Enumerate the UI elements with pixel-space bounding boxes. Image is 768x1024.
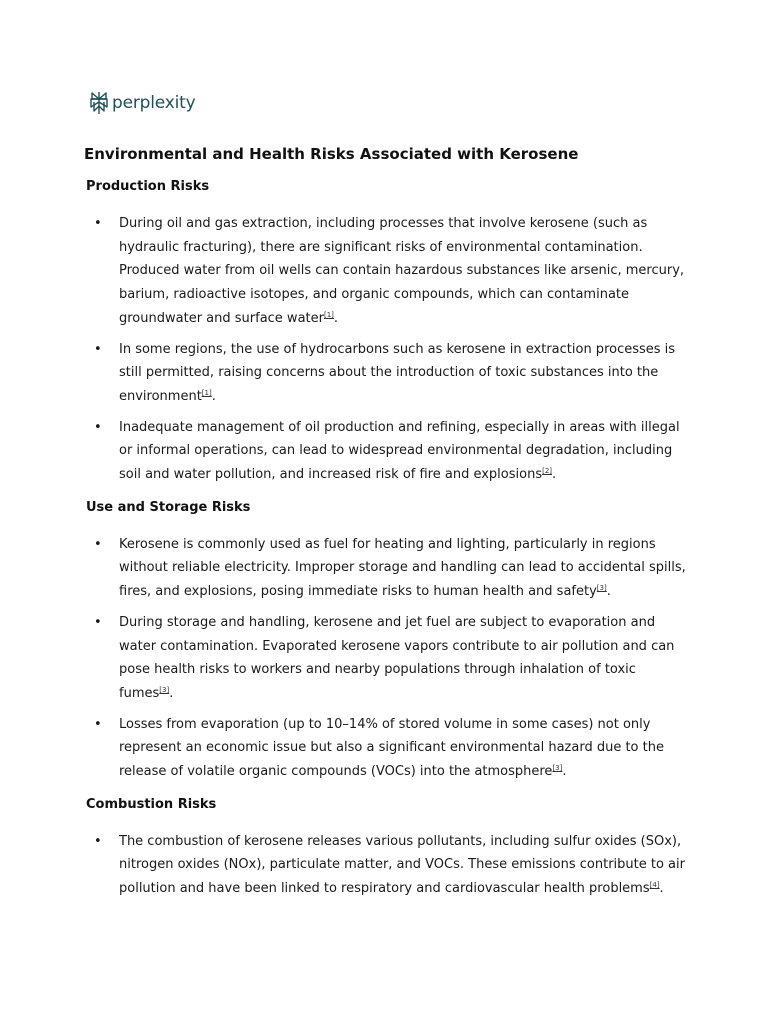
list-item xyxy=(84,713,694,784)
bullet-list xyxy=(84,533,694,784)
list-item xyxy=(84,533,694,604)
perplexity-logo-icon xyxy=(89,91,109,115)
logo-text: perplexity xyxy=(112,93,196,113)
sentence-end: . xyxy=(333,310,339,326)
list-item xyxy=(84,212,694,331)
bullet-list xyxy=(84,830,694,901)
bullet-icon: • xyxy=(94,833,102,849)
sentence-end: . xyxy=(211,388,216,404)
sentence-end: . xyxy=(562,764,567,780)
list-item-text: In some regions, the use of hydrocarbons such as kerosene in extraction processes is still permitted, raising concerns about the introduction of toxic substances into the environment xyxy=(119,341,676,404)
list-item xyxy=(84,830,694,901)
bullet-icon: • xyxy=(94,614,102,630)
list-item xyxy=(84,338,694,409)
section-heading: Combustion Risks xyxy=(86,796,217,812)
sentence-end: . xyxy=(169,685,174,701)
list-item-text: During storage and handling, kerosene and jet fuel are subject to evaporation and water contamination. Evaporated kerosene vapors contribute to air pollution and can pose health risks to workers and nearby populations through inhalation of toxic fumes xyxy=(119,614,675,701)
list-item-text: During oil and gas extraction, including processes that involve kerosene (such as hydraulic fracturing), there are significant risks of environmental contamination. Produced water from oil wells can contain hazardous substances like arsenic, mercury, barium, radioactive isotopes, and organic compounds, which can contaminate groundwater and surface water xyxy=(119,216,685,326)
bullet-icon: • xyxy=(94,216,102,231)
bullet-icon: • xyxy=(94,536,102,552)
citation-link[interactable]: [3] xyxy=(159,685,170,694)
citation-link[interactable]: [3] xyxy=(552,764,563,773)
citation-link[interactable]: [1] xyxy=(323,310,334,319)
bullet-list xyxy=(84,212,694,487)
list-item-text: The combustion of kerosene releases various pollutants, including sulfur oxides (SOx), nitrogen oxides (NOx), particulate matter, and VOCs. These emissions contribute to air pollution and have been linked to respiratory and cardiovascular health problems xyxy=(119,833,685,897)
section-heading: Production Risks xyxy=(86,179,210,194)
citation-link[interactable]: [2] xyxy=(542,467,553,476)
sentence-end: . xyxy=(659,881,664,897)
sentence-end: . xyxy=(552,467,557,483)
bullet-icon: • xyxy=(94,419,102,435)
list-item-text: Losses from evaporation (up to 10–14% of stored volume in some cases) not only represent an economic issue but also a significant environmental hazard due to the release of volatile organic compounds (VOCs) into the atmosphere xyxy=(119,716,664,780)
bullet-icon: • xyxy=(94,341,102,357)
citation-link[interactable]: [4] xyxy=(649,881,660,890)
section-heading: Use and Storage Risks xyxy=(86,499,251,515)
document-content xyxy=(84,144,694,913)
list-item xyxy=(84,611,694,706)
document-title: Environmental and Health Risks Associated with Kerosene xyxy=(84,145,579,163)
perplexity-logo xyxy=(89,90,195,116)
citation-link[interactable]: [3] xyxy=(596,584,607,593)
list-item-text: Kerosene is commonly used as fuel for heating and lighting, particularly in regions without reliable electricity. Improper storage and handling can lead to accidental spills, fires, and explosions, posing immediate risks to human health and safety xyxy=(119,536,686,600)
bullet-icon: • xyxy=(94,716,102,732)
citation-link[interactable]: [1] xyxy=(201,388,212,397)
sentence-end: . xyxy=(606,584,611,600)
list-item xyxy=(84,416,694,487)
list-item-text: Inadequate management of oil production and refining, especially in areas with illegal or informal operations, can lead to widespread environmental degradation, including soil and water pollution, and increased risk of fire and explosions xyxy=(119,419,680,483)
